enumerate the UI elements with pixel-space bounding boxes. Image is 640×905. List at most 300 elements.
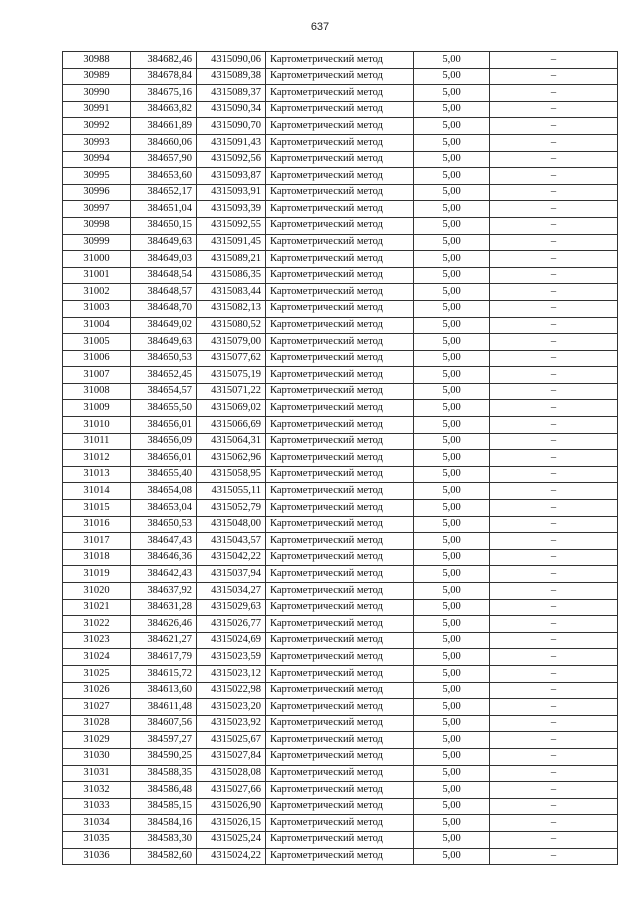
y-coordinate-cell: 4315089,38 — [197, 68, 266, 85]
x-coordinate-cell: 384651,04 — [131, 201, 197, 218]
y-coordinate-cell: 4315077,62 — [197, 350, 266, 367]
point-number-cell: 30997 — [63, 201, 131, 218]
x-coordinate-cell: 384646,36 — [131, 549, 197, 566]
point-number-cell: 31012 — [63, 450, 131, 467]
note-cell: – — [490, 184, 618, 201]
x-coordinate-cell: 384650,15 — [131, 217, 197, 234]
method-cell: Картометрический метод — [266, 85, 414, 102]
table-row — [63, 815, 618, 832]
x-coordinate-cell: 384590,25 — [131, 748, 197, 765]
x-coordinate-cell: 384649,63 — [131, 234, 197, 251]
point-number-cell: 30988 — [63, 52, 131, 69]
point-number-cell: 31007 — [63, 367, 131, 384]
y-coordinate-cell: 4315092,56 — [197, 151, 266, 168]
table-row — [63, 699, 618, 716]
method-cell: Картометрический метод — [266, 168, 414, 185]
method-cell: Картометрический метод — [266, 201, 414, 218]
table-row — [63, 217, 618, 234]
point-number-cell: 30991 — [63, 101, 131, 118]
x-coordinate-cell: 384621,27 — [131, 632, 197, 649]
method-cell: Картометрический метод — [266, 732, 414, 749]
x-coordinate-cell: 384656,01 — [131, 450, 197, 467]
y-coordinate-cell: 4315023,12 — [197, 665, 266, 682]
table-row — [63, 566, 618, 583]
method-cell: Картометрический метод — [266, 450, 414, 467]
method-cell: Картометрический метод — [266, 234, 414, 251]
accuracy-cell: 5,00 — [414, 798, 490, 815]
method-cell: Картометрический метод — [266, 516, 414, 533]
x-coordinate-cell: 384586,48 — [131, 782, 197, 799]
table-row — [63, 782, 618, 799]
accuracy-cell: 5,00 — [414, 632, 490, 649]
method-cell: Картометрический метод — [266, 831, 414, 848]
x-coordinate-cell: 384617,79 — [131, 649, 197, 666]
accuracy-cell: 5,00 — [414, 649, 490, 666]
table-row — [63, 583, 618, 600]
table-row — [63, 616, 618, 633]
table-row — [63, 500, 618, 517]
point-number-cell: 31036 — [63, 848, 131, 865]
y-coordinate-cell: 4315093,87 — [197, 168, 266, 185]
note-cell: – — [490, 583, 618, 600]
x-coordinate-cell: 384648,54 — [131, 267, 197, 284]
accuracy-cell: 5,00 — [414, 533, 490, 550]
point-number-cell: 31022 — [63, 616, 131, 633]
point-number-cell: 31014 — [63, 483, 131, 500]
method-cell: Картометрический метод — [266, 251, 414, 268]
table-row — [63, 101, 618, 118]
y-coordinate-cell: 4315090,06 — [197, 52, 266, 69]
x-coordinate-cell: 384652,45 — [131, 367, 197, 384]
accuracy-cell: 5,00 — [414, 184, 490, 201]
point-number-cell: 30998 — [63, 217, 131, 234]
y-coordinate-cell: 4315022,98 — [197, 682, 266, 699]
table-row — [63, 400, 618, 417]
x-coordinate-cell: 384648,57 — [131, 284, 197, 301]
point-number-cell: 30990 — [63, 85, 131, 102]
accuracy-cell: 5,00 — [414, 748, 490, 765]
table-row — [63, 466, 618, 483]
accuracy-cell: 5,00 — [414, 201, 490, 218]
accuracy-cell: 5,00 — [414, 350, 490, 367]
method-cell: Картометрический метод — [266, 417, 414, 434]
method-cell: Картометрический метод — [266, 649, 414, 666]
x-coordinate-cell: 384597,27 — [131, 732, 197, 749]
x-coordinate-cell: 384642,43 — [131, 566, 197, 583]
note-cell: – — [490, 118, 618, 135]
accuracy-cell: 5,00 — [414, 267, 490, 284]
y-coordinate-cell: 4315026,15 — [197, 815, 266, 832]
table-row — [63, 433, 618, 450]
x-coordinate-cell: 384611,48 — [131, 699, 197, 716]
y-coordinate-cell: 4315029,63 — [197, 599, 266, 616]
accuracy-cell: 5,00 — [414, 831, 490, 848]
method-cell: Картометрический метод — [266, 665, 414, 682]
point-number-cell: 31001 — [63, 267, 131, 284]
method-cell: Картометрический метод — [266, 782, 414, 799]
accuracy-cell: 5,00 — [414, 765, 490, 782]
x-coordinate-cell: 384637,92 — [131, 583, 197, 600]
x-coordinate-cell: 384655,50 — [131, 400, 197, 417]
method-cell: Картометрический метод — [266, 466, 414, 483]
accuracy-cell: 5,00 — [414, 815, 490, 832]
y-coordinate-cell: 4315090,34 — [197, 101, 266, 118]
table-row — [63, 68, 618, 85]
point-number-cell: 31000 — [63, 251, 131, 268]
y-coordinate-cell: 4315083,44 — [197, 284, 266, 301]
table-row — [63, 367, 618, 384]
accuracy-cell: 5,00 — [414, 68, 490, 85]
x-coordinate-cell: 384649,03 — [131, 251, 197, 268]
table-row — [63, 715, 618, 732]
table-row — [63, 599, 618, 616]
note-cell: – — [490, 815, 618, 832]
point-number-cell: 31013 — [63, 466, 131, 483]
table-row — [63, 665, 618, 682]
table-row — [63, 118, 618, 135]
x-coordinate-cell: 384649,02 — [131, 317, 197, 334]
point-number-cell: 31017 — [63, 533, 131, 550]
point-number-cell: 30995 — [63, 168, 131, 185]
accuracy-cell: 5,00 — [414, 134, 490, 151]
y-coordinate-cell: 4315055,11 — [197, 483, 266, 500]
note-cell: – — [490, 52, 618, 69]
y-coordinate-cell: 4315093,39 — [197, 201, 266, 218]
table-row — [63, 234, 618, 251]
note-cell: – — [490, 848, 618, 865]
note-cell: – — [490, 284, 618, 301]
accuracy-cell: 5,00 — [414, 483, 490, 500]
table-row — [63, 350, 618, 367]
point-number-cell: 31016 — [63, 516, 131, 533]
y-coordinate-cell: 4315034,27 — [197, 583, 266, 600]
note-cell: – — [490, 533, 618, 550]
y-coordinate-cell: 4315023,59 — [197, 649, 266, 666]
method-cell: Картометрический метод — [266, 284, 414, 301]
point-number-cell: 30989 — [63, 68, 131, 85]
table-row — [63, 649, 618, 666]
x-coordinate-cell: 384656,01 — [131, 417, 197, 434]
accuracy-cell: 5,00 — [414, 450, 490, 467]
x-coordinate-cell: 384649,63 — [131, 334, 197, 351]
point-number-cell: 31030 — [63, 748, 131, 765]
point-number-cell: 31004 — [63, 317, 131, 334]
method-cell: Картометрический метод — [266, 699, 414, 716]
note-cell: – — [490, 334, 618, 351]
x-coordinate-cell: 384631,28 — [131, 599, 197, 616]
point-number-cell: 31026 — [63, 682, 131, 699]
y-coordinate-cell: 4315079,00 — [197, 334, 266, 351]
accuracy-cell: 5,00 — [414, 466, 490, 483]
x-coordinate-cell: 384653,60 — [131, 168, 197, 185]
table-row — [63, 831, 618, 848]
table-row — [63, 798, 618, 815]
point-number-cell: 31002 — [63, 284, 131, 301]
point-number-cell: 31029 — [63, 732, 131, 749]
accuracy-cell: 5,00 — [414, 101, 490, 118]
method-cell: Картометрический метод — [266, 583, 414, 600]
note-cell: – — [490, 201, 618, 218]
table-row — [63, 85, 618, 102]
method-cell: Картометрический метод — [266, 267, 414, 284]
method-cell: Картометрический метод — [266, 848, 414, 865]
x-coordinate-cell: 384682,46 — [131, 52, 197, 69]
note-cell: – — [490, 367, 618, 384]
note-cell: – — [490, 433, 618, 450]
accuracy-cell: 5,00 — [414, 732, 490, 749]
note-cell: – — [490, 350, 618, 367]
table-row — [63, 334, 618, 351]
x-coordinate-cell: 384660,06 — [131, 134, 197, 151]
x-coordinate-cell: 384584,16 — [131, 815, 197, 832]
x-coordinate-cell: 384613,60 — [131, 682, 197, 699]
point-number-cell: 31035 — [63, 831, 131, 848]
point-number-cell: 31010 — [63, 417, 131, 434]
point-number-cell: 31032 — [63, 782, 131, 799]
accuracy-cell: 5,00 — [414, 665, 490, 682]
y-coordinate-cell: 4315089,21 — [197, 251, 266, 268]
note-cell: – — [490, 632, 618, 649]
note-cell: – — [490, 267, 618, 284]
note-cell: – — [490, 798, 618, 815]
table-row — [63, 533, 618, 550]
note-cell: – — [490, 699, 618, 716]
point-number-cell: 30999 — [63, 234, 131, 251]
point-number-cell: 31034 — [63, 815, 131, 832]
method-cell: Картометрический метод — [266, 300, 414, 317]
note-cell: – — [490, 134, 618, 151]
point-number-cell: 31011 — [63, 433, 131, 450]
y-coordinate-cell: 4315023,92 — [197, 715, 266, 732]
y-coordinate-cell: 4315082,13 — [197, 300, 266, 317]
point-number-cell: 30996 — [63, 184, 131, 201]
method-cell: Картометрический метод — [266, 500, 414, 517]
method-cell: Картометрический метод — [266, 616, 414, 633]
y-coordinate-cell: 4315064,31 — [197, 433, 266, 450]
table-row — [63, 134, 618, 151]
point-number-cell: 31021 — [63, 599, 131, 616]
note-cell: – — [490, 715, 618, 732]
x-coordinate-cell: 384615,72 — [131, 665, 197, 682]
note-cell: – — [490, 168, 618, 185]
table-row — [63, 549, 618, 566]
y-coordinate-cell: 4315071,22 — [197, 383, 266, 400]
y-coordinate-cell: 4315024,69 — [197, 632, 266, 649]
accuracy-cell: 5,00 — [414, 367, 490, 384]
point-number-cell: 30993 — [63, 134, 131, 151]
method-cell: Картометрический метод — [266, 68, 414, 85]
x-coordinate-cell: 384647,43 — [131, 533, 197, 550]
note-cell: – — [490, 649, 618, 666]
accuracy-cell: 5,00 — [414, 549, 490, 566]
y-coordinate-cell: 4315027,66 — [197, 782, 266, 799]
accuracy-cell: 5,00 — [414, 566, 490, 583]
accuracy-cell: 5,00 — [414, 284, 490, 301]
method-cell: Картометрический метод — [266, 715, 414, 732]
table-row — [63, 450, 618, 467]
y-coordinate-cell: 4315066,69 — [197, 417, 266, 434]
x-coordinate-cell: 384661,89 — [131, 118, 197, 135]
method-cell: Картометрический метод — [266, 483, 414, 500]
table-row — [63, 300, 618, 317]
note-cell: – — [490, 732, 618, 749]
note-cell: – — [490, 483, 618, 500]
accuracy-cell: 5,00 — [414, 52, 490, 69]
method-cell: Картометрический метод — [266, 383, 414, 400]
accuracy-cell: 5,00 — [414, 682, 490, 699]
accuracy-cell: 5,00 — [414, 848, 490, 865]
x-coordinate-cell: 384678,84 — [131, 68, 197, 85]
y-coordinate-cell: 4315069,02 — [197, 400, 266, 417]
method-cell: Картометрический метод — [266, 549, 414, 566]
y-coordinate-cell: 4315028,08 — [197, 765, 266, 782]
table-row — [63, 748, 618, 765]
method-cell: Картометрический метод — [266, 184, 414, 201]
x-coordinate-cell: 384653,04 — [131, 500, 197, 517]
accuracy-cell: 5,00 — [414, 168, 490, 185]
table-row — [63, 251, 618, 268]
note-cell: – — [490, 85, 618, 102]
y-coordinate-cell: 4315086,35 — [197, 267, 266, 284]
x-coordinate-cell: 384675,16 — [131, 85, 197, 102]
method-cell: Картометрический метод — [266, 134, 414, 151]
method-cell: Картометрический метод — [266, 682, 414, 699]
table-row — [63, 848, 618, 865]
note-cell: – — [490, 599, 618, 616]
note-cell: – — [490, 782, 618, 799]
y-coordinate-cell: 4315090,70 — [197, 118, 266, 135]
x-coordinate-cell: 384582,60 — [131, 848, 197, 865]
table-row — [63, 52, 618, 69]
point-number-cell: 31025 — [63, 665, 131, 682]
y-coordinate-cell: 4315027,84 — [197, 748, 266, 765]
method-cell: Картометрический метод — [266, 566, 414, 583]
accuracy-cell: 5,00 — [414, 516, 490, 533]
note-cell: – — [490, 466, 618, 483]
table-row — [63, 201, 618, 218]
point-number-cell: 31008 — [63, 383, 131, 400]
note-cell: – — [490, 831, 618, 848]
table-row — [63, 284, 618, 301]
y-coordinate-cell: 4315075,19 — [197, 367, 266, 384]
point-number-cell: 31028 — [63, 715, 131, 732]
point-number-cell: 31020 — [63, 583, 131, 600]
note-cell: – — [490, 251, 618, 268]
note-cell: – — [490, 234, 618, 251]
table-row — [63, 732, 618, 749]
point-number-cell: 31009 — [63, 400, 131, 417]
method-cell: Картометрический метод — [266, 765, 414, 782]
x-coordinate-cell: 384650,53 — [131, 350, 197, 367]
point-number-cell: 31005 — [63, 334, 131, 351]
method-cell: Картометрический метод — [266, 798, 414, 815]
method-cell: Картометрический метод — [266, 334, 414, 351]
table-row — [63, 383, 618, 400]
x-coordinate-cell: 384654,08 — [131, 483, 197, 500]
y-coordinate-cell: 4315024,22 — [197, 848, 266, 865]
accuracy-cell: 5,00 — [414, 715, 490, 732]
accuracy-cell: 5,00 — [414, 417, 490, 434]
x-coordinate-cell: 384585,15 — [131, 798, 197, 815]
accuracy-cell: 5,00 — [414, 383, 490, 400]
table-row — [63, 417, 618, 434]
point-number-cell: 31019 — [63, 566, 131, 583]
y-coordinate-cell: 4315048,00 — [197, 516, 266, 533]
method-cell: Картометрический метод — [266, 52, 414, 69]
y-coordinate-cell: 4315026,90 — [197, 798, 266, 815]
method-cell: Картометрический метод — [266, 367, 414, 384]
note-cell: – — [490, 151, 618, 168]
accuracy-cell: 5,00 — [414, 118, 490, 135]
method-cell: Картометрический метод — [266, 400, 414, 417]
note-cell: – — [490, 101, 618, 118]
accuracy-cell: 5,00 — [414, 251, 490, 268]
note-cell: – — [490, 400, 618, 417]
y-coordinate-cell: 4315052,79 — [197, 500, 266, 517]
method-cell: Картометрический метод — [266, 101, 414, 118]
point-number-cell: 31015 — [63, 500, 131, 517]
table-row — [63, 168, 618, 185]
accuracy-cell: 5,00 — [414, 583, 490, 600]
x-coordinate-cell: 384583,30 — [131, 831, 197, 848]
note-cell: – — [490, 516, 618, 533]
note-cell: – — [490, 665, 618, 682]
method-cell: Картометрический метод — [266, 599, 414, 616]
note-cell: – — [490, 549, 618, 566]
accuracy-cell: 5,00 — [414, 616, 490, 633]
note-cell: – — [490, 682, 618, 699]
point-number-cell: 31024 — [63, 649, 131, 666]
x-coordinate-cell: 384648,70 — [131, 300, 197, 317]
accuracy-cell: 5,00 — [414, 500, 490, 517]
note-cell: – — [490, 217, 618, 234]
table-row — [63, 184, 618, 201]
x-coordinate-cell: 384657,90 — [131, 151, 197, 168]
method-cell: Картометрический метод — [266, 217, 414, 234]
method-cell: Картометрический метод — [266, 118, 414, 135]
x-coordinate-cell: 384650,53 — [131, 516, 197, 533]
note-cell: – — [490, 500, 618, 517]
y-coordinate-cell: 4315091,45 — [197, 234, 266, 251]
table-body — [63, 52, 618, 865]
point-number-cell: 31027 — [63, 699, 131, 716]
accuracy-cell: 5,00 — [414, 699, 490, 716]
table-row — [63, 151, 618, 168]
y-coordinate-cell: 4315092,55 — [197, 217, 266, 234]
x-coordinate-cell: 384654,57 — [131, 383, 197, 400]
point-number-cell: 31006 — [63, 350, 131, 367]
y-coordinate-cell: 4315042,22 — [197, 549, 266, 566]
point-number-cell: 31023 — [63, 632, 131, 649]
y-coordinate-cell: 4315089,37 — [197, 85, 266, 102]
note-cell: – — [490, 566, 618, 583]
x-coordinate-cell: 384663,82 — [131, 101, 197, 118]
x-coordinate-cell: 384607,56 — [131, 715, 197, 732]
note-cell: – — [490, 616, 618, 633]
method-cell: Картометрический метод — [266, 533, 414, 550]
table-row — [63, 682, 618, 699]
note-cell: – — [490, 300, 618, 317]
y-coordinate-cell: 4315091,43 — [197, 134, 266, 151]
accuracy-cell: 5,00 — [414, 782, 490, 799]
table-row — [63, 317, 618, 334]
point-number-cell: 30994 — [63, 151, 131, 168]
point-number-cell: 31018 — [63, 549, 131, 566]
accuracy-cell: 5,00 — [414, 400, 490, 417]
table-row — [63, 483, 618, 500]
note-cell: – — [490, 68, 618, 85]
y-coordinate-cell: 4315058,95 — [197, 466, 266, 483]
